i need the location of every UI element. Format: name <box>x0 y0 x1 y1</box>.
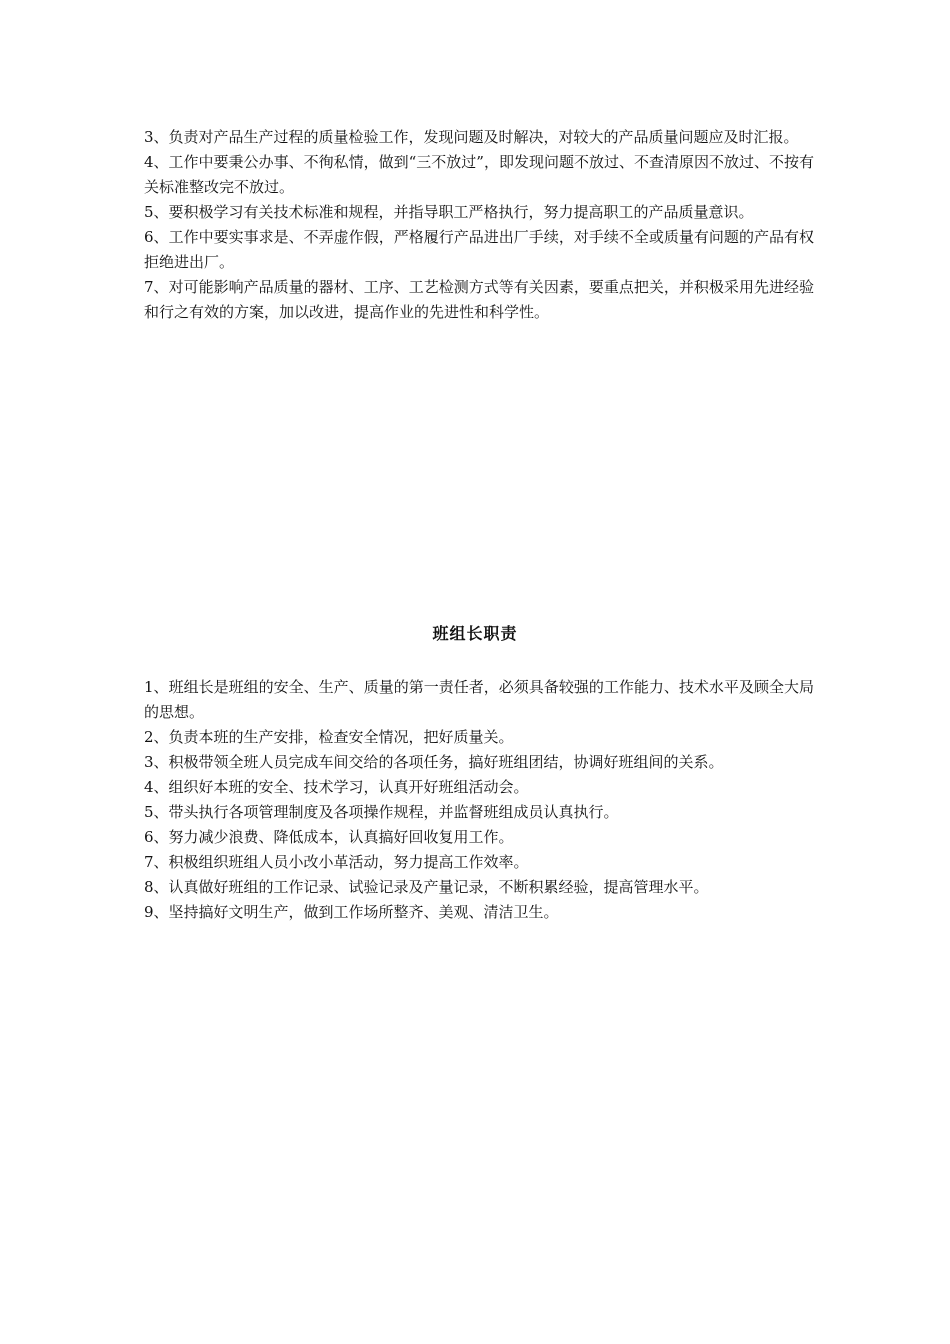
leader-duty-item-7: 7、积极组织班组人员小改小革活动，努力提高工作效率。 <box>144 853 529 871</box>
leader-duty-item-1: 1、班组长是班组的安全、生产、质量的第一责任者，必须具备较强的工作能力、技术水平及顾全大局的思想。 <box>144 678 814 721</box>
leader-duty-item-6: 6、努力减少浪费、降低成本，认真搞好回收复用工作。 <box>144 828 514 846</box>
section-title: 班组长职责 <box>432 624 518 643</box>
duty-item-4: 4、工作中要秉公办事、不徇私情，做到“三不放过”，即发现问题不放过、不查清原因不放过、不按有关标准整改完不放过。 <box>144 153 814 196</box>
leader-duty-item-2: 2、负责本班的生产安排，检查安全情况，把好质量关。 <box>144 728 514 746</box>
leader-duty-item-9: 9、坚持搞好文明生产，做到工作场所整齐、美观、清洁卫生。 <box>144 903 559 921</box>
quality-inspector-duties-list <box>144 125 814 325</box>
duty-item-6: 6、工作中要实事求是、不弄虚作假，严格履行产品进出厂手续，对手续不全或质量有问题的产品有权拒绝进出厂。 <box>144 228 814 271</box>
leader-duty-item-4: 4、组织好本班的安全、技术学习，认真开好班组活动会。 <box>144 778 529 796</box>
leader-duty-item-8: 8、认真做好班组的工作记录、试验记录及产量记录，不断积累经验，提高管理水平。 <box>144 878 709 896</box>
team-leader-duties-list <box>144 675 814 925</box>
leader-duty-item-5: 5、带头执行各项管理制度及各项操作规程，并监督班组成员认真执行。 <box>144 803 619 821</box>
duty-item-3: 3、负责对产品生产过程的质量检验工作，发现问题及时解决，对较大的产品质量问题应及时汇报。 <box>144 128 799 146</box>
duty-item-7: 7、对可能影响产品质量的器材、工序、工艺检测方式等有关因素，要重点把关，并积极采用先进经验和行之有效的方案，加以改进，提高作业的先进性和科学性。 <box>144 278 814 321</box>
duty-item-5: 5、要积极学习有关技术标准和规程，并指导职工严格执行，努力提高职工的产品质量意识。 <box>144 203 754 221</box>
leader-duty-item-3: 3、积极带领全班人员完成车间交给的各项任务，搞好班组团结，协调好班组间的关系。 <box>144 753 724 771</box>
